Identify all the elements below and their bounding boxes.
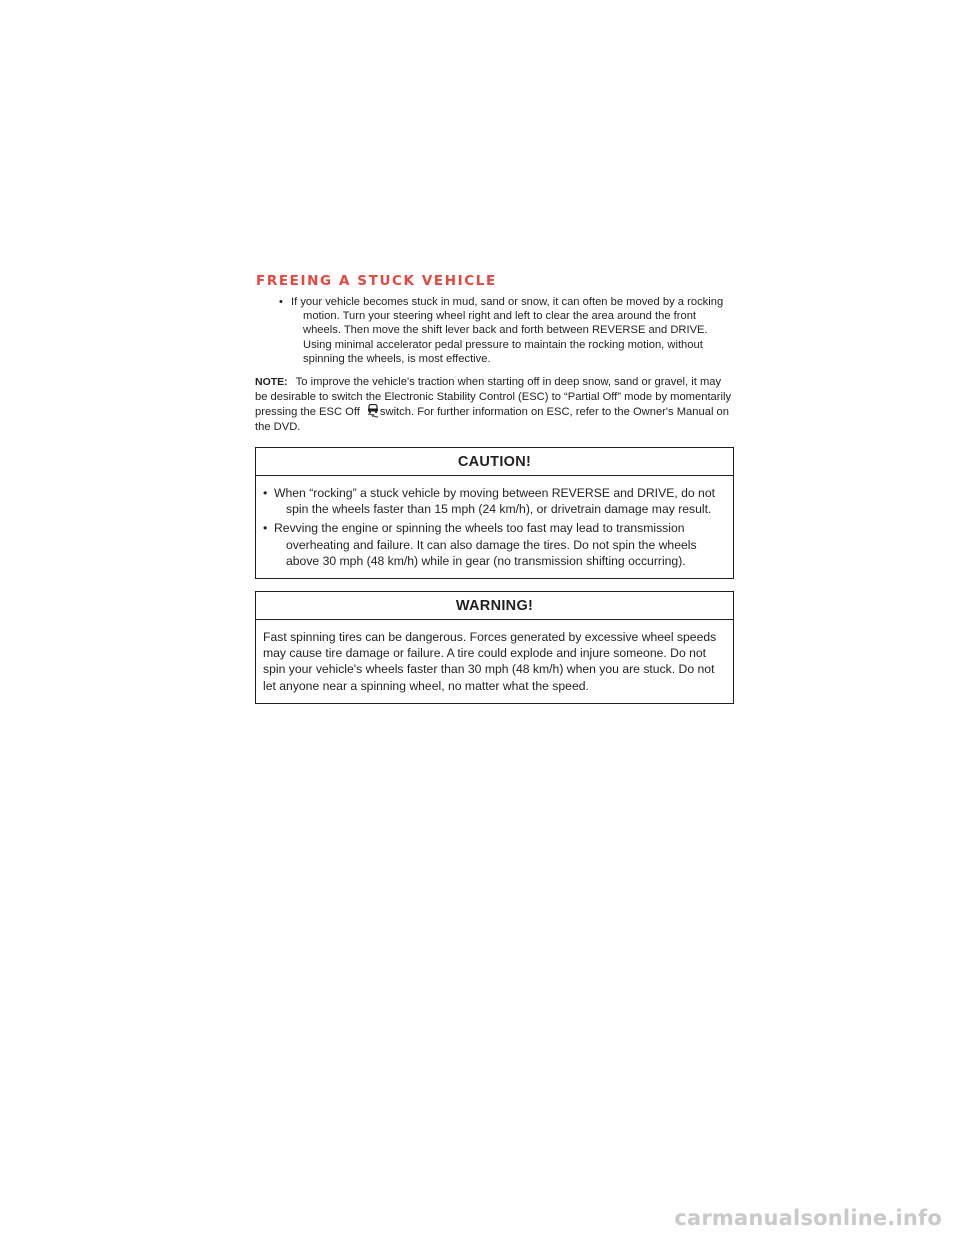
caution-box <box>255 447 734 579</box>
note-label: NOTE: <box>255 376 288 389</box>
warning-title: WARNING! <box>256 592 733 620</box>
note-text-before: To improve the vehicle's traction when starting off in deep snow, sand or gravel, it may be desirable to switch the Electronic Stability Control (ESC) to “Partial Off” mode by momentarily pressing the ESC Off <box>255 376 732 419</box>
warning-text: Fast spinning tires can be dangerous. Forces generated by excessive wheel speeds may cause tire damage or failure. A tire could explode and injure someone. Do not spin your vehicle's wheels faster than 30 mph (48 km/h) when you are stuck. Do not let anyone near a spinning wheel, no matter what the speed. <box>263 630 717 693</box>
warning-body <box>256 620 733 703</box>
list-item <box>263 485 727 517</box>
note-text-after: switch. For further information on ESC, refer to the Owner's Manual on the DVD. <box>255 406 729 433</box>
warning-box <box>255 591 734 704</box>
bullet-glyph: • <box>279 296 283 308</box>
bullet-glyph: • <box>263 521 268 536</box>
caution-body <box>256 476 733 578</box>
watermark: carmanualsonline.info <box>674 1206 942 1230</box>
list-item <box>263 520 727 569</box>
section-bullet-list <box>255 295 735 366</box>
caution-list <box>263 485 727 569</box>
page-content <box>255 272 735 704</box>
esc-off-icon <box>366 404 380 418</box>
section-title: FREEING A STUCK VEHICLE <box>256 273 497 289</box>
caution-title: CAUTION! <box>256 448 733 476</box>
list-item <box>279 295 735 366</box>
caution-item-text: When “rocking” a stuck vehicle by moving between REVERSE and DRIVE, do not spin the wheels faster than 15 mph (24 km/h), or drivetrain damage may result. <box>274 486 715 517</box>
bullet-text: If your vehicle becomes stuck in mud, sand or snow, it can often be moved by a rocking motion. Turn your steering wheel right and left to clear the area around the front wheels. Then move the shift lever back and forth between REVERSE and DRIVE. Using minimal accelerator pedal pressure to maintain the rocking motion, without spinning the wheels, is most effective. <box>291 296 724 365</box>
note-paragraph <box>255 375 735 434</box>
caution-item-text: Revving the engine or spinning the wheels too fast may lead to transmission overheating and failure. It can also damage the tires. Do not spin the wheels above 30 mph (48 km/h) while in gear (no transmission shifting occurring). <box>274 521 697 568</box>
bullet-glyph: • <box>263 486 268 501</box>
